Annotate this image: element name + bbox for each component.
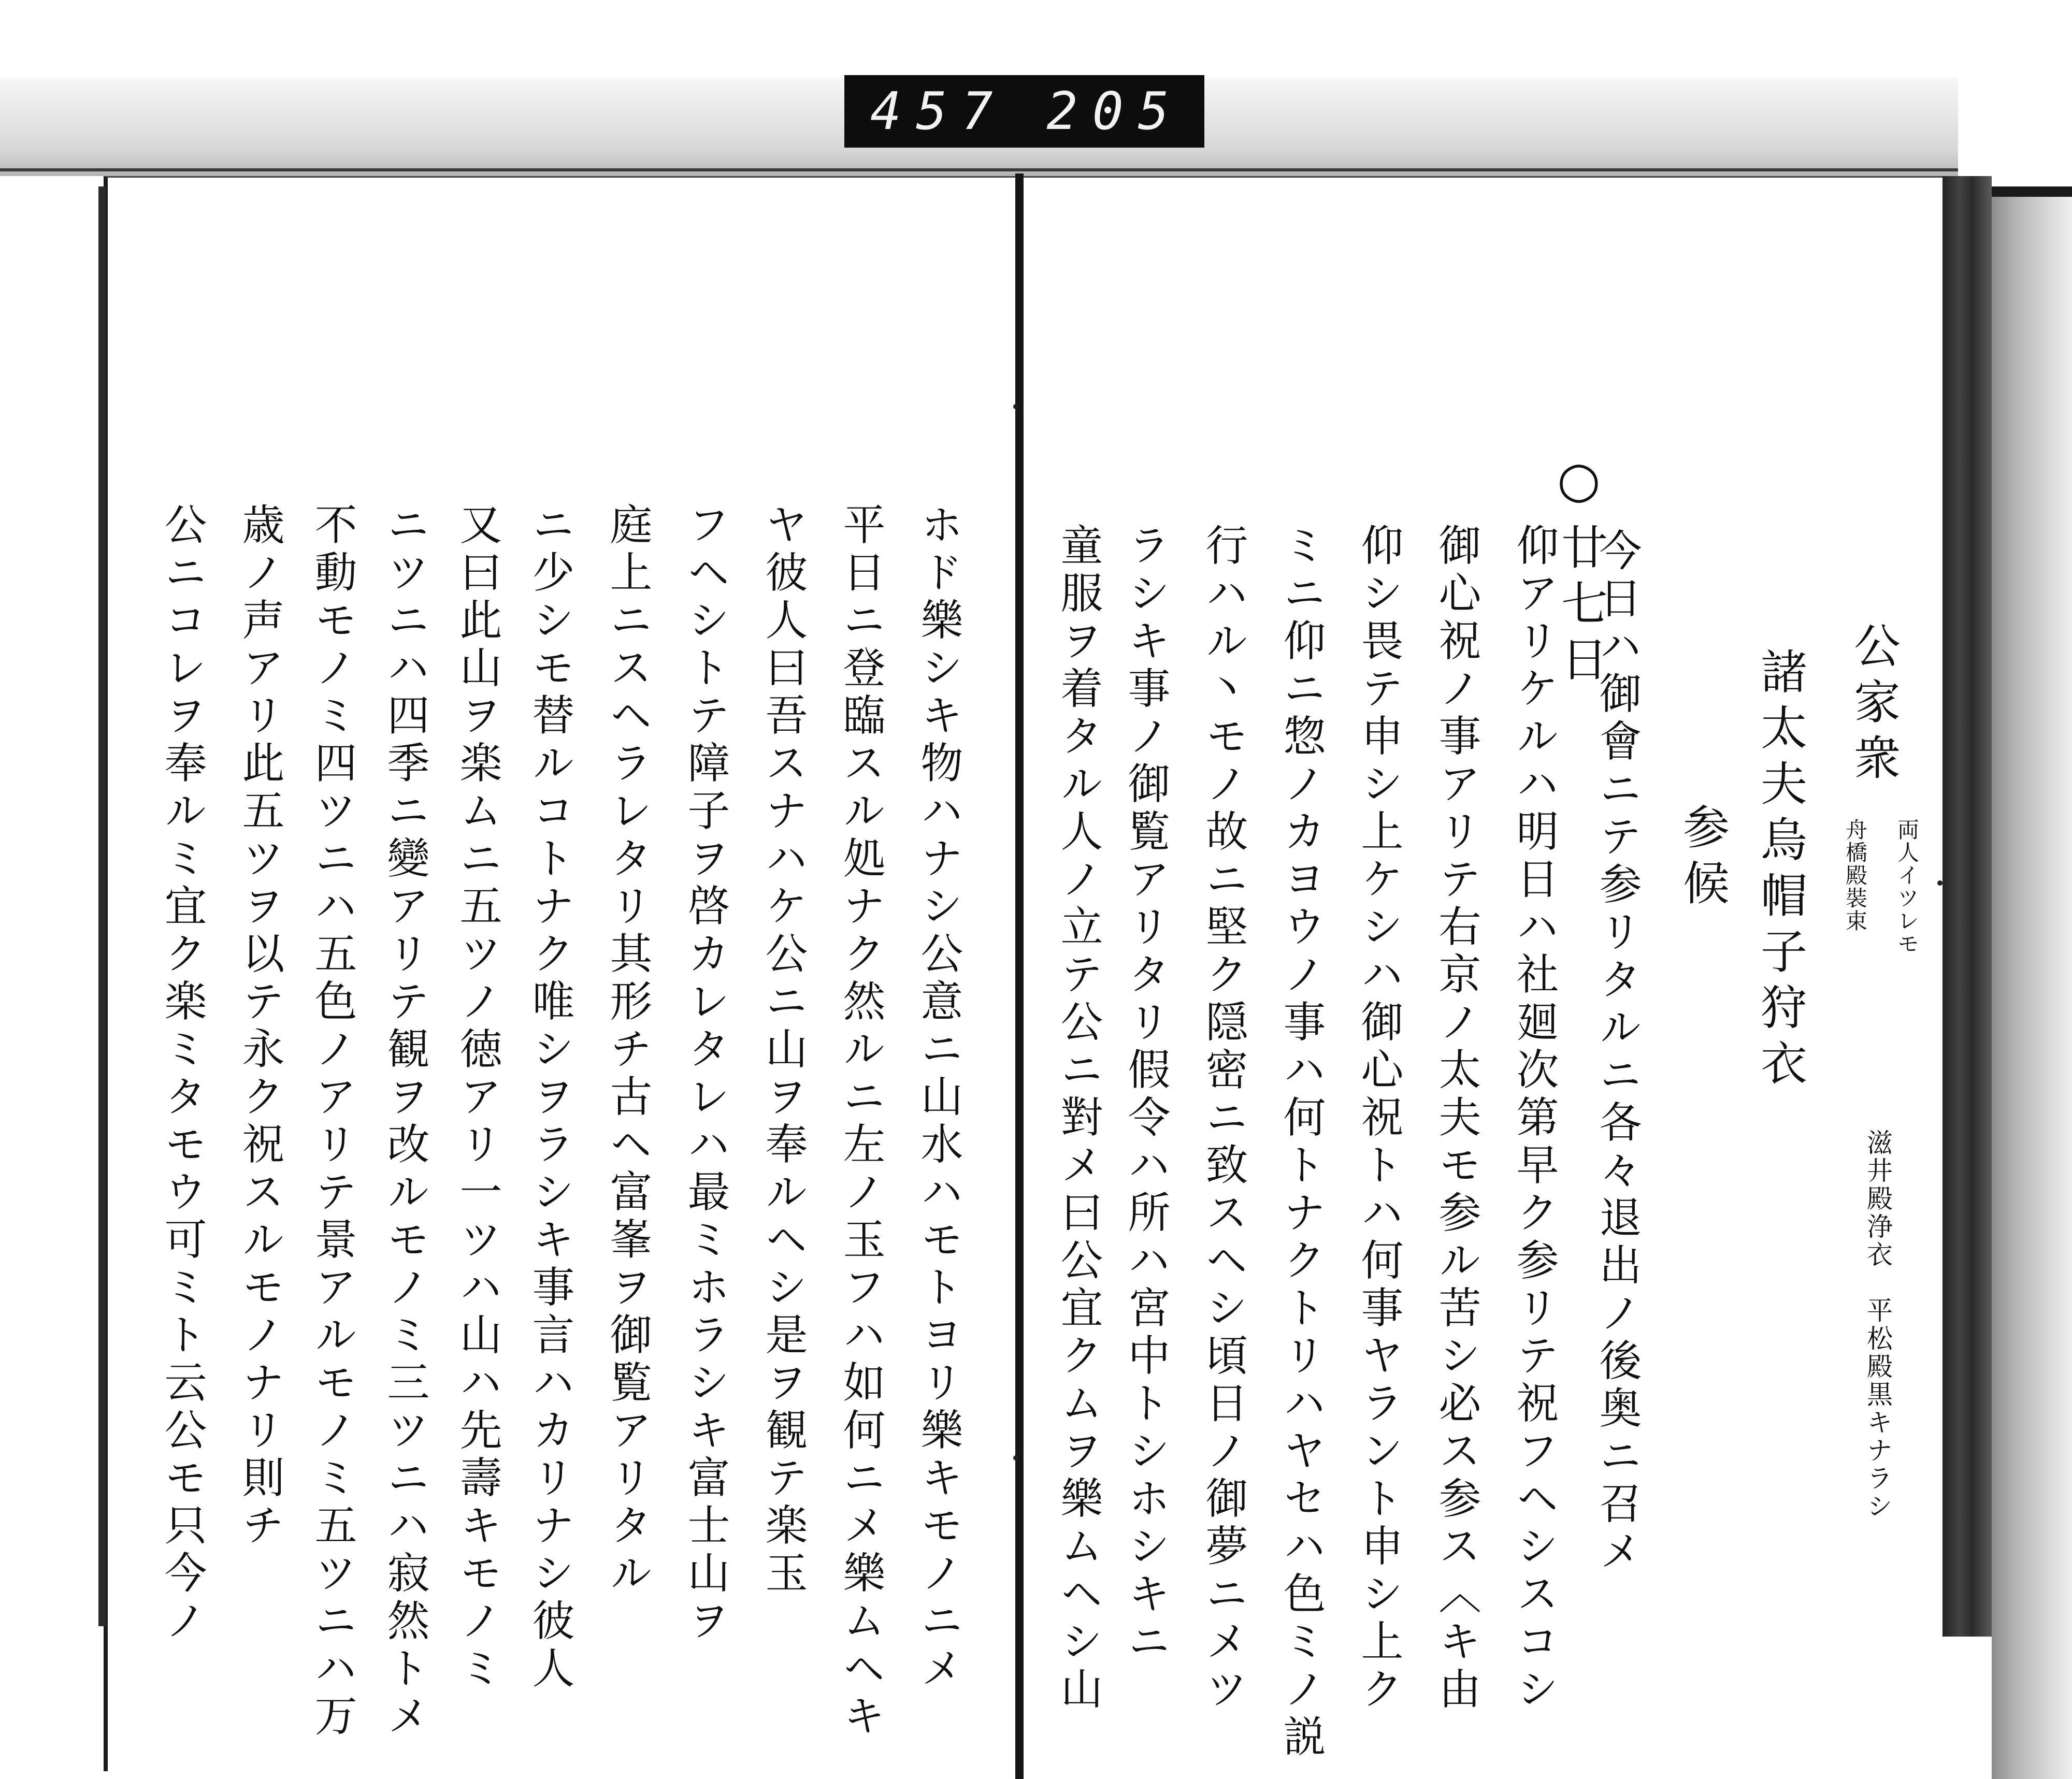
person-name-line: 滋井殿浄衣 平松殿黒キナラシ <box>1863 1129 1893 1521</box>
left-page-line: フヘシトテ障子ヲ啓カレタレハ最ミホラシキ富士山ヲ <box>681 502 730 1646</box>
person-note-line1: 両人イツレモ <box>1894 818 1920 955</box>
left-page-line: ニ少シモ替ルコトナク唯シヲラシキ事言ハカリナシ彼人 <box>525 502 574 1694</box>
right-page-line: 御心祝ノ事アリテ右京ノ太夫モ参ル苦シ必ス参ス〈キ由 <box>1432 523 1481 1714</box>
gutter-dot <box>1013 404 1018 409</box>
right-page-line: ミニ仰ニ惣ノカヨウノ事ハ何トナクトリハヤセハ色ミノ説 <box>1276 523 1326 1762</box>
scan-top-rule <box>0 168 1958 171</box>
scan-right-side <box>1992 197 2072 1779</box>
gutter-dot <box>1013 1455 1018 1460</box>
right-page-line: 仰シ畏テ申シ上ケシハ御心祝トハ何事ヤラント申シ上ク <box>1354 523 1403 1714</box>
left-page-line: ホド樂シキ物ハナシ公意ニ山水ハモトヨリ樂キモノニメ <box>914 502 963 1694</box>
right-page-line: 行ハル丶モノ故ニ堅ク隠密ニ致スヘシ頃日ノ御夢ニメツ <box>1199 523 1248 1714</box>
date-heading: 廿七日 <box>1553 523 1607 691</box>
edge-dot <box>1937 880 1942 886</box>
right-page-line: 仰アリケルハ明日ハ社廻次第早ク参リテ祝フヘシスコシ <box>1509 523 1559 1714</box>
left-page-line: ヤ彼人曰吾スナハケ公ニ山ヲ奉ルヘシ是ヲ観テ楽玉 <box>758 502 808 1598</box>
film-frame-label <box>844 75 1204 148</box>
left-page-line: 不動モノミ四ツニハ五色ノアリテ景アルモノミ五ツニハ万 <box>308 502 357 1741</box>
left-page-line: ニツニハ四季ニ變アリテ観ヲ改ルモノミ三ツニハ寂然トメ <box>380 502 429 1741</box>
right-page-line: 童服ヲ着タル人ノ立テ公ニ對メ曰公宜クムヲ樂ムヘシ山 <box>1054 523 1103 1714</box>
person-note-line2: 舟橋殿裝束 <box>1843 818 1868 932</box>
right-page-line: ラシキ事ノ御覧アリタリ假令ハ所ハ宮中トシホシキニ <box>1121 523 1170 1667</box>
film-frame-left-number: 457 <box>870 81 1008 141</box>
right-page-heading-attend: 参候 <box>1675 803 1729 915</box>
left-page-line: 公ニコレヲ奉ルミ宜ク楽ミタモウ可ミト云公モ只今ノ <box>157 502 207 1646</box>
left-page-line: 歳ノ声アリ此五ツヲ以テ永ク祝スルモノナリ則チ <box>235 502 284 1551</box>
book-gutter <box>1015 173 1024 1779</box>
right-page-line: 今日ハ御會ニテ参リタルニ各々退出ノ後奥ニ召メ <box>1592 528 1642 1576</box>
book-left-edge <box>98 186 106 1626</box>
film-frame-right-number: 205 <box>1046 81 1184 141</box>
left-page-line: 庭上ニスヘラレタリ其形チ古ヘ富峯ヲ御覧アリタル <box>603 502 652 1598</box>
right-page-heading: 諸太夫烏帽子狩衣 <box>1752 647 1807 1095</box>
right-page-title: 公家衆 <box>1846 621 1900 789</box>
left-page-line: 平日ニ登臨スル処ナク然ルニ左ノ玉フハ如何ニメ樂ムヘキ <box>836 502 885 1741</box>
left-page-line: 又曰此山ヲ楽ムニ五ツノ徳アリ一ツハ山ハ先壽キモノミ <box>453 502 502 1694</box>
book-right-edge <box>1942 176 1992 1637</box>
date-circle-mark: ○ <box>1550 451 1608 509</box>
